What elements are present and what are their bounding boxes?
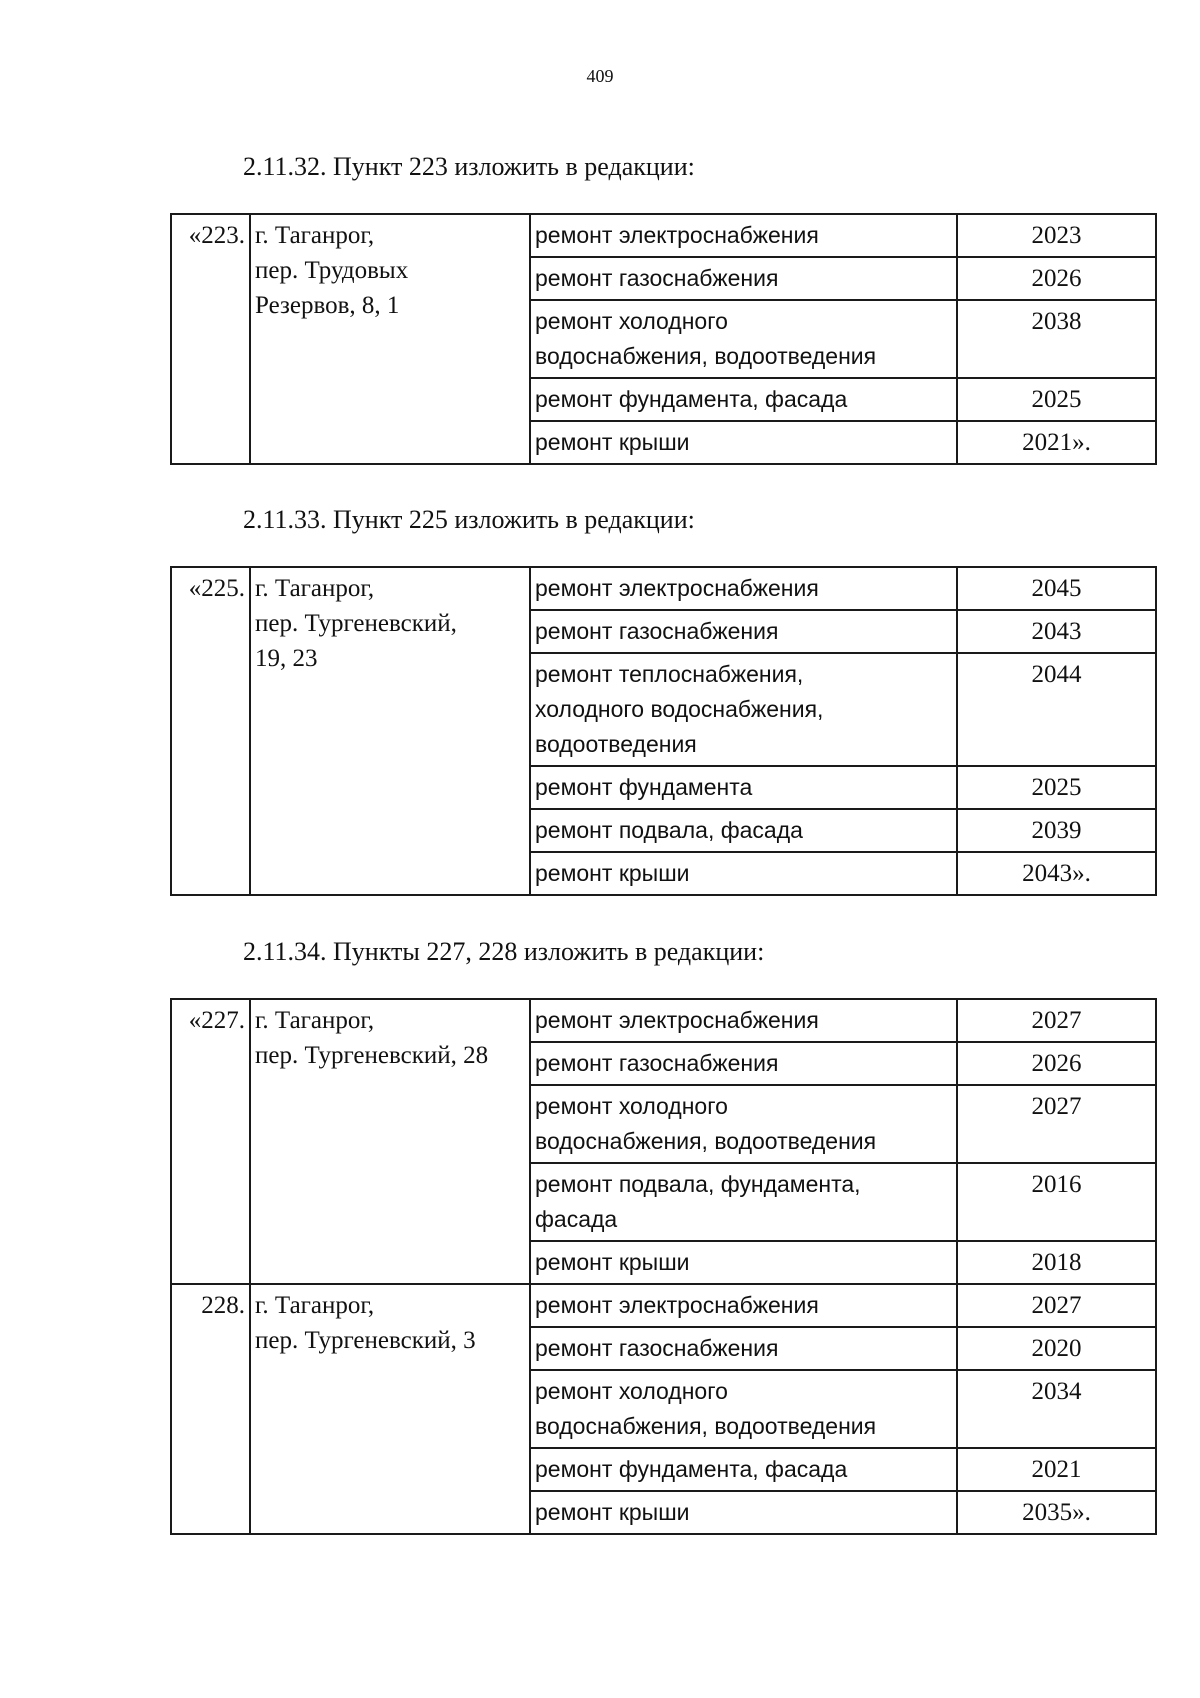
work-type: ремонт теплоснабжения, холодного водоснабжения, водоотведения	[530, 653, 957, 766]
section-heading-1: 2.11.32. Пункт 223 изложить в редакции:	[243, 152, 695, 181]
page-number: 409	[586, 66, 614, 86]
work-year: 2025	[957, 766, 1156, 809]
item-number: «225.	[171, 567, 250, 895]
table-row	[171, 567, 1156, 610]
item-number: 228.	[171, 1284, 250, 1534]
work-year: 2043	[957, 610, 1156, 653]
work-year: 2045	[957, 567, 1156, 610]
amendment-table-1	[170, 213, 1157, 465]
amendment-table-2	[170, 566, 1157, 896]
work-year: 2025	[957, 378, 1156, 421]
work-year: 2043».	[957, 852, 1156, 895]
work-type: ремонт подвала, фундамента, фасада	[530, 1163, 957, 1241]
work-year: 2021	[957, 1448, 1156, 1491]
work-year: 2023	[957, 214, 1156, 257]
work-type: ремонт фундамента, фасада	[530, 1448, 957, 1491]
work-type: ремонт электроснабжения	[530, 567, 957, 610]
item-number: «227.	[171, 999, 250, 1284]
work-type: ремонт газоснабжения	[530, 1042, 957, 1085]
item-address: г. Таганрог, пер. Тургеневский, 28	[250, 999, 530, 1284]
table-row	[171, 999, 1156, 1042]
work-year: 2026	[957, 257, 1156, 300]
item-address: г. Таганрог, пер. Тургеневский, 3	[250, 1284, 530, 1534]
work-year: 2020	[957, 1327, 1156, 1370]
work-type: ремонт фундамента, фасада	[530, 378, 957, 421]
work-year: 2018	[957, 1241, 1156, 1284]
work-year: 2027	[957, 1284, 1156, 1327]
work-type: ремонт холодного водоснабжения, водоотведения	[530, 300, 957, 378]
work-type: ремонт электроснабжения	[530, 214, 957, 257]
work-year: 2039	[957, 809, 1156, 852]
section-heading-3: 2.11.34. Пункты 227, 228 изложить в редакции:	[243, 937, 765, 966]
work-type: ремонт электроснабжения	[530, 999, 957, 1042]
work-year: 2044	[957, 653, 1156, 766]
section-heading-2: 2.11.33. Пункт 225 изложить в редакции:	[243, 505, 695, 534]
work-year: 2027	[957, 1085, 1156, 1163]
work-type: ремонт подвала, фасада	[530, 809, 957, 852]
work-year: 2034	[957, 1370, 1156, 1448]
work-type: ремонт крыши	[530, 852, 957, 895]
work-type: ремонт крыши	[530, 421, 957, 464]
table-row	[171, 214, 1156, 257]
item-address: г. Таганрог, пер. Тургеневский, 19, 23	[250, 567, 530, 895]
work-year: 2026	[957, 1042, 1156, 1085]
work-type: ремонт газоснабжения	[530, 610, 957, 653]
work-year: 2038	[957, 300, 1156, 378]
work-type: ремонт холодного водоснабжения, водоотведения	[530, 1085, 957, 1163]
work-type: ремонт крыши	[530, 1491, 957, 1534]
table-row	[171, 1284, 1156, 1327]
item-number: «223.	[171, 214, 250, 464]
work-type: ремонт холодного водоснабжения, водоотведения	[530, 1370, 957, 1448]
work-year: 2016	[957, 1163, 1156, 1241]
work-type: ремонт электроснабжения	[530, 1284, 957, 1327]
work-year: 2027	[957, 999, 1156, 1042]
work-type: ремонт крыши	[530, 1241, 957, 1284]
work-year: 2021».	[957, 421, 1156, 464]
item-address: г. Таганрог, пер. Трудовых Резервов, 8, 1	[250, 214, 530, 464]
work-type: ремонт газоснабжения	[530, 1327, 957, 1370]
amendment-table-3	[170, 998, 1157, 1535]
work-year: 2035».	[957, 1491, 1156, 1534]
work-type: ремонт фундамента	[530, 766, 957, 809]
work-type: ремонт газоснабжения	[530, 257, 957, 300]
